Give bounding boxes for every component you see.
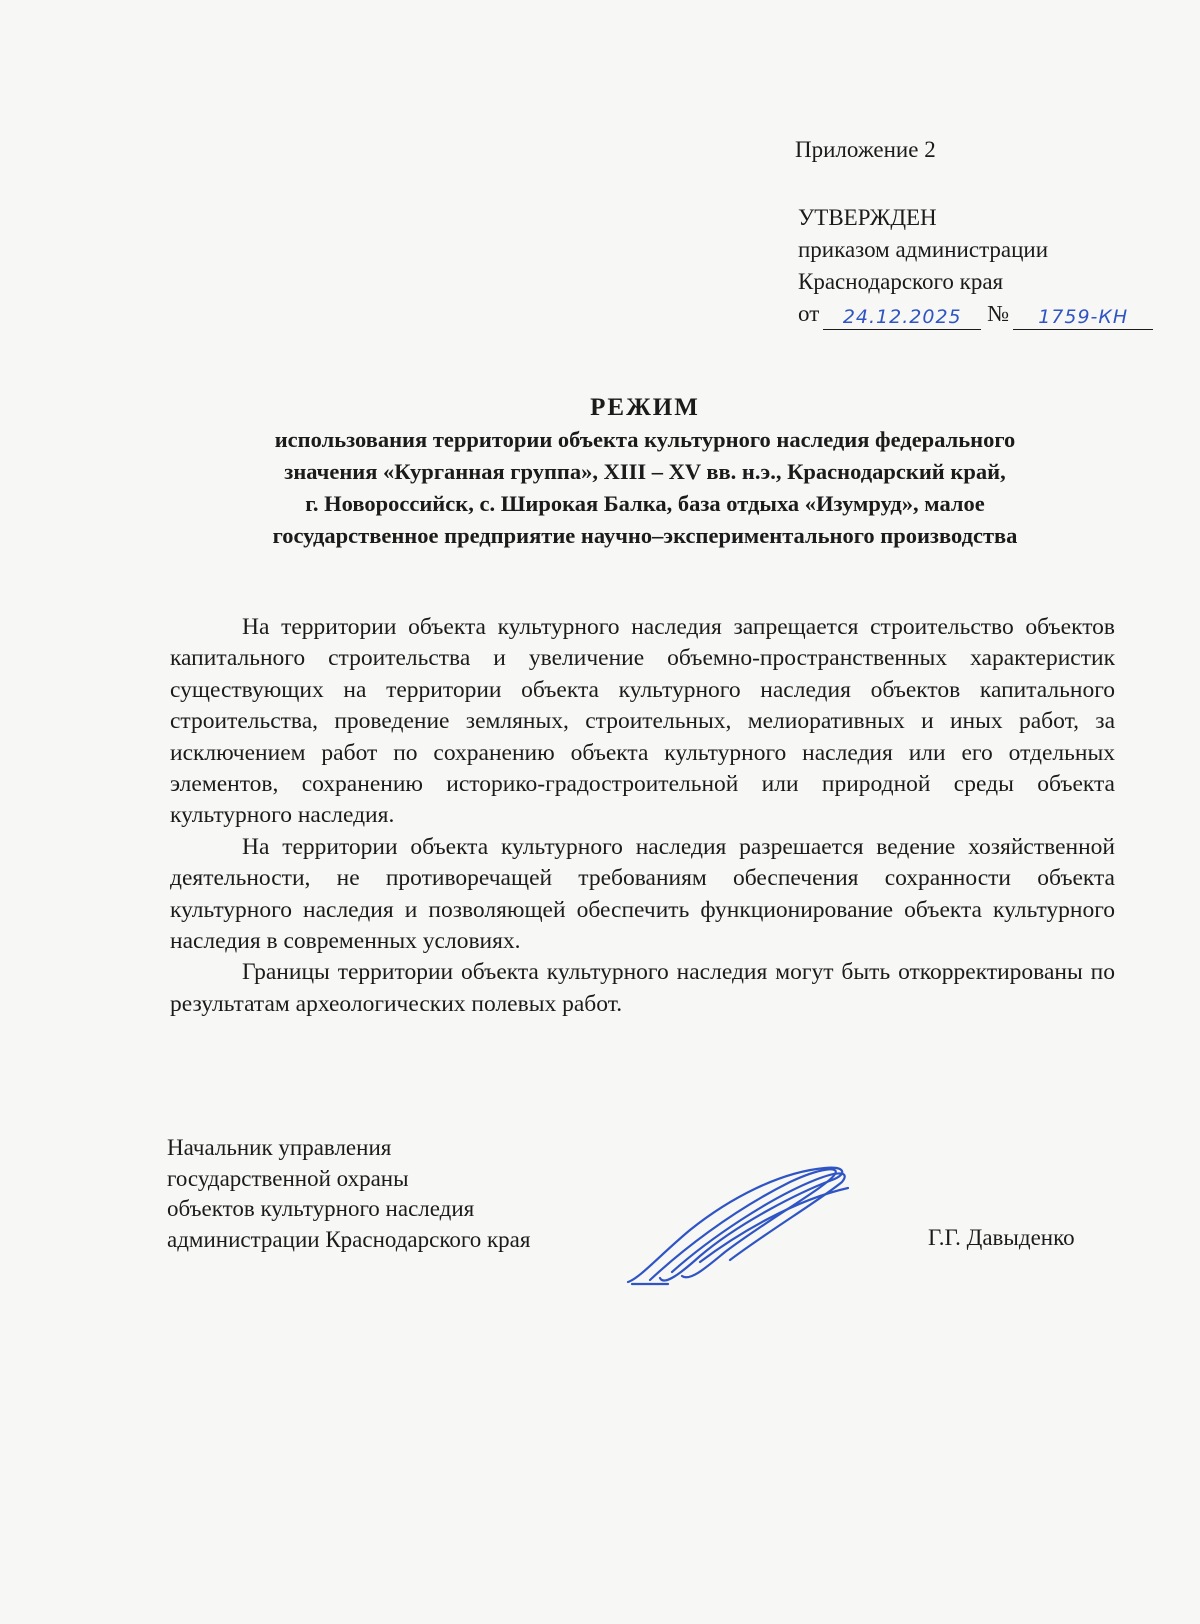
title-main: РЕЖИМ — [590, 394, 700, 421]
approval-line-1: приказом администрации — [798, 237, 1049, 262]
title-line: г. Новороссийск, с. Широкая Балка, база отдыха «Изумруд», малое — [305, 491, 985, 516]
approved-label: УТВЕРЖДЕН — [798, 205, 937, 230]
handwritten-number: 1759-КН — [1013, 305, 1153, 330]
position-line: администрации Краснодарского края — [167, 1226, 531, 1252]
title-line: значения «Курганная группа», XIII – XV вв. н.э., Краснодарский край, — [284, 459, 1006, 484]
title-subtitle — [150, 424, 1140, 552]
appendix-label: Приложение 2 — [795, 137, 936, 162]
title-line: использования территории объекта культурного наследия федерального — [274, 427, 1016, 452]
approval-date-number-row — [798, 298, 1153, 330]
document-body — [170, 612, 1115, 1020]
handwritten-date: 24.12.2025 — [823, 305, 981, 330]
title-line: государственное предприятие научно–экспериментального производства — [272, 523, 1018, 548]
body-paragraph: Границы территории объекта культурного наследия могут быть откорректированы по результатам археологических полевых работ. — [170, 959, 1115, 1017]
handwritten-signature — [620, 1160, 870, 1290]
position-line: объектов культурного наследия — [167, 1196, 475, 1221]
signer-position — [167, 1133, 530, 1255]
date-prefix: от — [798, 301, 820, 326]
body-paragraph: На территории объекта культурного наследия запрещается строительство объектов капитального строительства и увеличение объемно-пространственных характеристик существующих на территории объекта культурного наследия объектов капитального строительства, проведение земляных, строительных, мелиоративных и иных работ, за исключением работ по сохранению объекта культурного наследия или его отдельных элементов, сохранению историко-градостроительной или природной среды объекта культурного наследия. — [170, 614, 1115, 829]
position-line: государственной охраны — [167, 1165, 409, 1191]
approval-stamp — [798, 202, 1153, 330]
signer-name: Г.Г. Давыденко — [928, 1225, 1075, 1250]
document-title — [150, 394, 1140, 552]
position-line: Начальник управления — [167, 1135, 392, 1160]
number-prefix: № — [987, 301, 1010, 326]
body-paragraph: На территории объекта культурного наследия разрешается ведение хозяйственной деятельности, не противоречащей требованиям обеспечения сохранности объекта культурного наследия и позволяющей обеспечить функционирование объекта культурного наследия в современных условиях. — [170, 833, 1115, 955]
approval-line-2: Краснодарского края — [798, 269, 1004, 294]
